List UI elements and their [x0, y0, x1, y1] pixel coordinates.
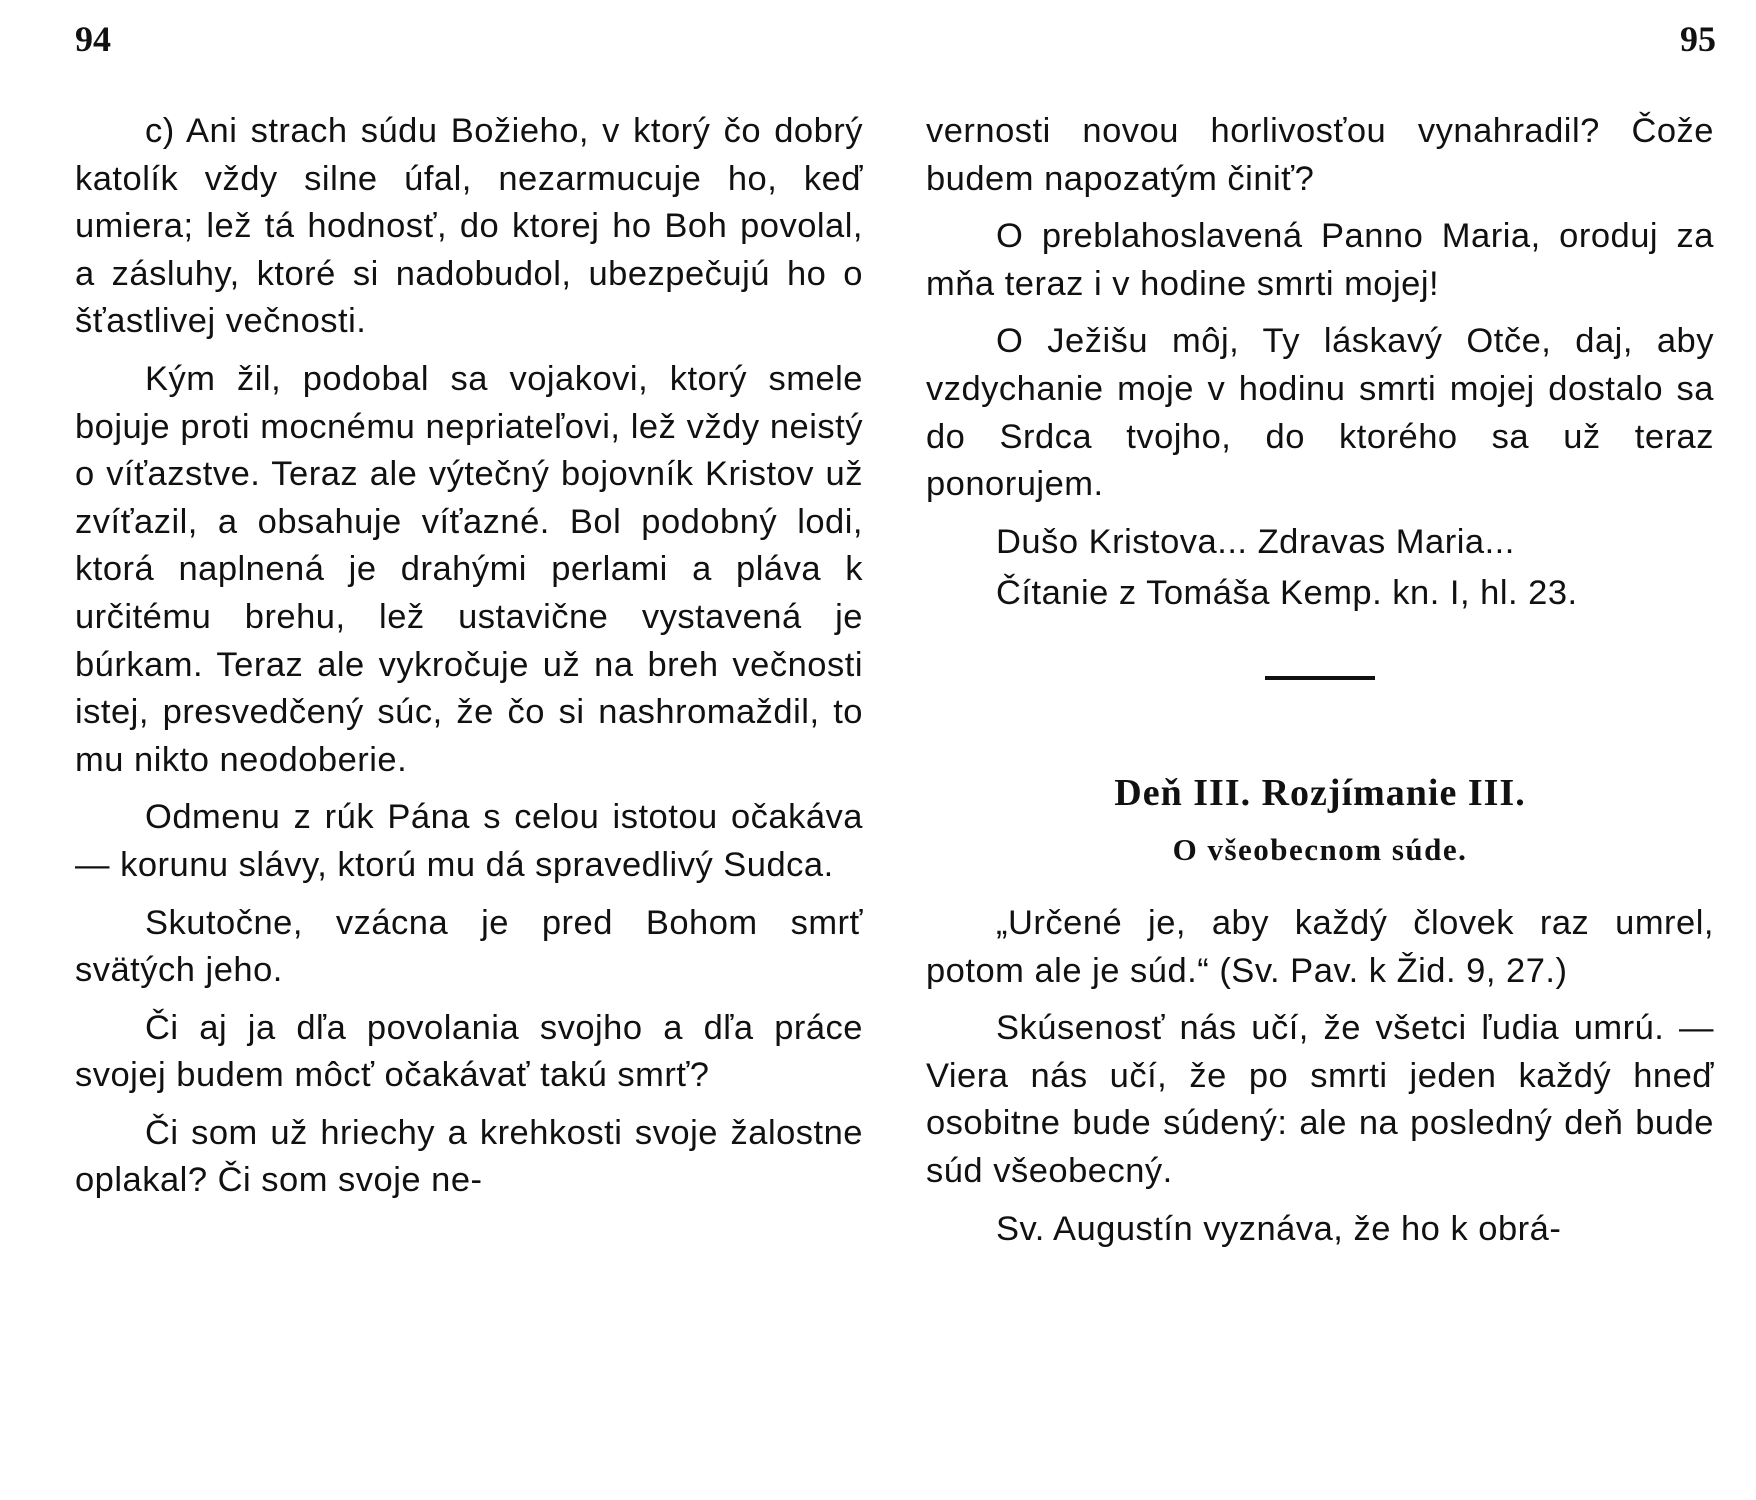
right-page-column	[926, 108, 1714, 1263]
paragraph-odmena: Odmenu z rúk Pána s celou istotou očakáva — korunu slávy, ktorú mu dá spravedlivý Sudca.	[75, 798, 863, 884]
left-page-column	[75, 108, 863, 1215]
paragraph-prayer-jezis: O Ježišu môj, Ty láskavý Otče, daj, aby vzdychanie moje v hodinu smrti mojej dostalo sa do Srdca tvojho, do ktorého sa už teraz ponorujem.	[926, 322, 1714, 504]
paragraph-augustin: Sv. Augustín vyznáva, že ho k obrá-	[996, 1209, 1562, 1248]
left-page-number: 94	[75, 19, 111, 59]
paragraph-citanie: Čítanie z Tomáša Kemp. kn. I, hl. 23.	[996, 574, 1578, 613]
section-heading: Deň III. Rozjímanie III.	[1114, 771, 1526, 814]
paragraph-vzacna-smrt: Skutočne, vzácna je pred Bohom smrť svätých jeho.	[75, 903, 863, 990]
paragraph-duso-kristova: Dušo Kristova... Zdravas Maria...	[996, 522, 1515, 561]
paragraph-prayer-maria: O preblahoslavená Panno Maria, oroduj za mňa teraz i v hodine smrti mojej!	[926, 217, 1714, 303]
paragraph-vojak: Kým žil, podobal sa vojakovi, ktorý smele bojuje proti mocnému nepriateľovi, lež vždy neistý o víťazstve. Teraz ale výtečný bojovník Kristov už zvíťazil, a obsahuje víťazné. Bol podobný lodi, ktorá naplnená je drahými perlami a pláva k určitému brehu, lež ustavične vystavená je búrkam. Teraz ale vykročuje už na breh večnosti istej, presvedčený súc, že čo si nashromaždil, to mu nikto neodoberie.	[75, 359, 863, 779]
paragraph-skusenost: Skúsenosť nás učí, že všetci ľudia umrú. — Viera nás učí, že po smrti jeden každý hneď osobitne bude súdený: ale na posledný deň bude súd všeobecný.	[926, 1009, 1714, 1190]
paragraph-continuation: vernosti novou horlivosťou vynahradil? Čože budem napozatým činiť?	[926, 112, 1714, 198]
right-page-number: 95	[1680, 19, 1716, 59]
paragraph-strach-sudu: c) Ani strach súdu Božieho, v ktorý čo dobrý katolík vždy silne úfal, nezarmucuje ho, keď umiera; lež tá hodnosť, do ktorej ho Boh povolal, a zásluhy, ktoré si nadobudol, ubezpečujú ho o šťastlivej večnosti.	[75, 112, 863, 341]
paragraph-quote-pavol: „Určené je, aby každý človek raz umrel, potom ale je súd.“ (Sv. Pav. k Žid. 9, 27.)	[926, 903, 1714, 990]
paragraph-hriechy: Či som už hriechy a krehkosti svoje žalostne oplakal? Či som svoje ne-	[75, 1113, 863, 1200]
section-divider	[1265, 676, 1375, 680]
section-subheading: O všeobecnom súde.	[1172, 831, 1468, 867]
paragraph-povolanie: Či aj ja dľa povolania svojho a dľa práce svojej budem môcť očakávať takú smrť?	[75, 1008, 863, 1095]
